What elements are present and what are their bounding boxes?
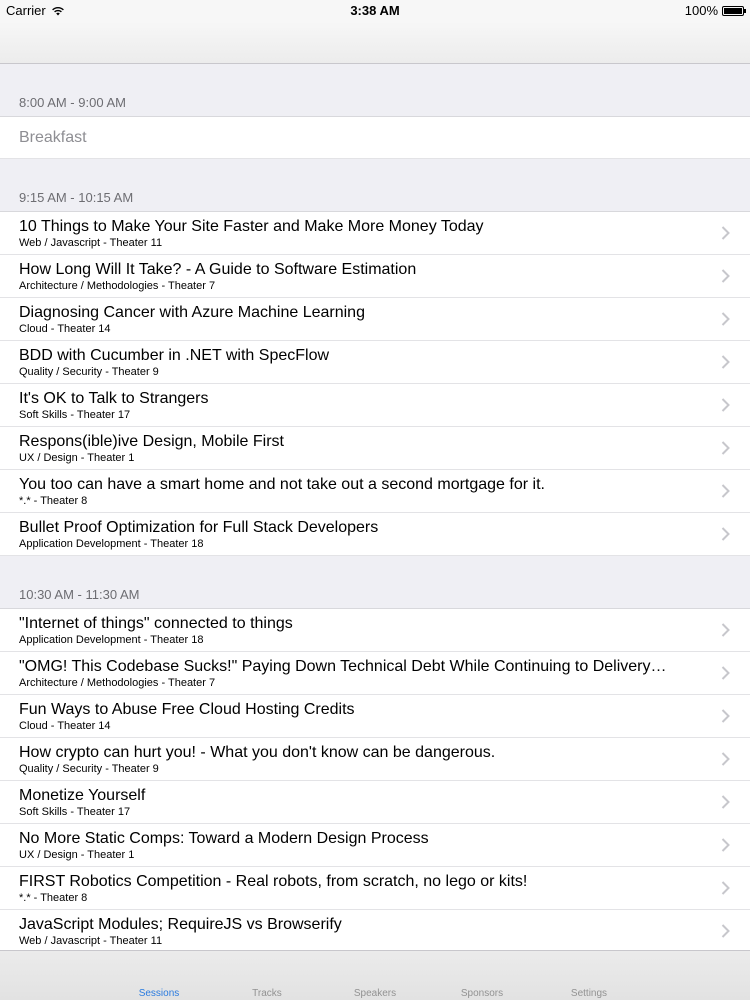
tab-tracks[interactable]: Tracks: [252, 988, 282, 999]
session-row[interactable]: [0, 298, 750, 341]
session-subtitle: Application Development - Theater 18: [19, 538, 204, 550]
session-row[interactable]: [0, 652, 750, 695]
session-row[interactable]: [0, 609, 750, 652]
session-row[interactable]: [0, 867, 750, 910]
navigation-bar: [0, 22, 750, 64]
session-subtitle: *.* - Theater 8: [19, 892, 88, 904]
section-1: [0, 159, 750, 556]
session-row[interactable]: [0, 384, 750, 427]
session-title: 10 Things to Make Your Site Faster and Make More Money Today: [19, 218, 484, 235]
session-subtitle: Web / Javascript - Theater 11: [19, 935, 163, 947]
session-title: FIRST Robotics Competition - Real robots, from scratch, no lego or kits!: [19, 873, 528, 890]
session-subtitle: Cloud - Theater 14: [19, 323, 111, 335]
chevron-right-icon: [721, 441, 730, 455]
session-subtitle: Architecture / Methodologies - Theater 7: [19, 677, 216, 689]
chevron-right-icon: [721, 484, 730, 498]
session-row[interactable]: [0, 695, 750, 738]
section-header: 8:00 AM - 9:00 AM: [0, 64, 750, 117]
session-subtitle: Application Development - Theater 18: [19, 634, 204, 646]
chevron-right-icon: [721, 527, 730, 541]
session-title: Diagnosing Cancer with Azure Machine Learning: [19, 304, 365, 321]
session-subtitle: Architecture / Methodologies - Theater 7: [19, 280, 216, 292]
session-row[interactable]: [0, 513, 750, 556]
session-subtitle: Web / Javascript - Theater 11: [19, 237, 163, 249]
chevron-right-icon: [721, 666, 730, 680]
session-subtitle: Quality / Security - Theater 9: [19, 366, 159, 378]
tab-speakers[interactable]: Speakers: [353, 988, 397, 999]
tab-sponsors[interactable]: Sponsors: [460, 988, 504, 999]
session-title: Breakfast: [19, 129, 87, 146]
session-title: JavaScript Modules; RequireJS vs Browserify: [19, 916, 342, 933]
tab-sessions[interactable]: Sessions: [138, 988, 180, 999]
session-row[interactable]: [0, 738, 750, 781]
chevron-right-icon: [721, 269, 730, 283]
section-header: 10:30 AM - 11:30 AM: [0, 556, 750, 609]
chevron-right-icon: [721, 881, 730, 895]
session-row[interactable]: [0, 824, 750, 867]
tab-settings[interactable]: Settings: [570, 988, 608, 999]
session-subtitle: Soft Skills - Theater 17: [19, 806, 131, 818]
session-row[interactable]: [0, 470, 750, 513]
chevron-right-icon: [721, 623, 730, 637]
session-title: Monetize Yourself: [19, 787, 146, 804]
chevron-right-icon: [721, 795, 730, 809]
session-title: No More Static Comps: Toward a Modern Design Process: [19, 830, 429, 847]
status-bar: [0, 0, 750, 22]
chevron-right-icon: [721, 709, 730, 723]
session-title: "Internet of things" connected to things: [19, 615, 293, 632]
session-subtitle: *.* - Theater 8: [19, 495, 88, 507]
battery-icon: [722, 6, 744, 16]
session-row[interactable]: [0, 212, 750, 255]
session-row[interactable]: [0, 341, 750, 384]
chevron-right-icon: [721, 355, 730, 369]
battery-area: [685, 3, 744, 18]
section-2: [0, 556, 750, 950]
session-title: You too can have a smart home and not take out a second mortgage for it.: [19, 476, 545, 493]
battery-percent: 100%: [684, 3, 718, 18]
session-subtitle: Cloud - Theater 14: [19, 720, 111, 732]
session-title: "OMG! This Codebase Sucks!" Paying Down Technical Debt While Continuing to Delivery…: [19, 658, 667, 675]
session-subtitle: Soft Skills - Theater 17: [19, 409, 131, 421]
session-row[interactable]: [0, 427, 750, 470]
session-title: Bullet Proof Optimization for Full Stack Developers: [19, 519, 379, 536]
carrier-label: Carrier: [6, 3, 46, 18]
tab-bar: [0, 950, 750, 1000]
session-title: Fun Ways to Abuse Free Cloud Hosting Credits: [19, 701, 355, 718]
session-title: It's OK to Talk to Strangers: [19, 390, 209, 407]
session-row-breakfast: [0, 117, 750, 159]
session-subtitle: UX / Design - Theater 1: [19, 452, 135, 464]
session-row[interactable]: [0, 255, 750, 298]
session-title: Respons(ible)ive Design, Mobile First: [19, 433, 284, 450]
session-subtitle: Quality / Security - Theater 9: [19, 763, 159, 775]
chevron-right-icon: [721, 226, 730, 240]
session-title: How Long Will It Take? - A Guide to Software Estimation: [19, 261, 417, 278]
chevron-right-icon: [721, 312, 730, 326]
section-header: 9:15 AM - 10:15 AM: [0, 159, 750, 212]
session-row[interactable]: [0, 910, 750, 950]
session-row[interactable]: [0, 781, 750, 824]
session-title: How crypto can hurt you! - What you don't know can be dangerous.: [19, 744, 496, 761]
chevron-right-icon: [721, 752, 730, 766]
session-title: BDD with Cucumber in .NET with SpecFlow: [19, 347, 330, 364]
status-time: 3:38 AM: [350, 3, 400, 18]
chevron-right-icon: [721, 924, 730, 938]
session-subtitle: UX / Design - Theater 1: [19, 849, 135, 861]
chevron-right-icon: [721, 398, 730, 412]
sessions-list[interactable]: [0, 64, 750, 950]
chevron-right-icon: [721, 838, 730, 852]
section-0: [0, 64, 750, 159]
